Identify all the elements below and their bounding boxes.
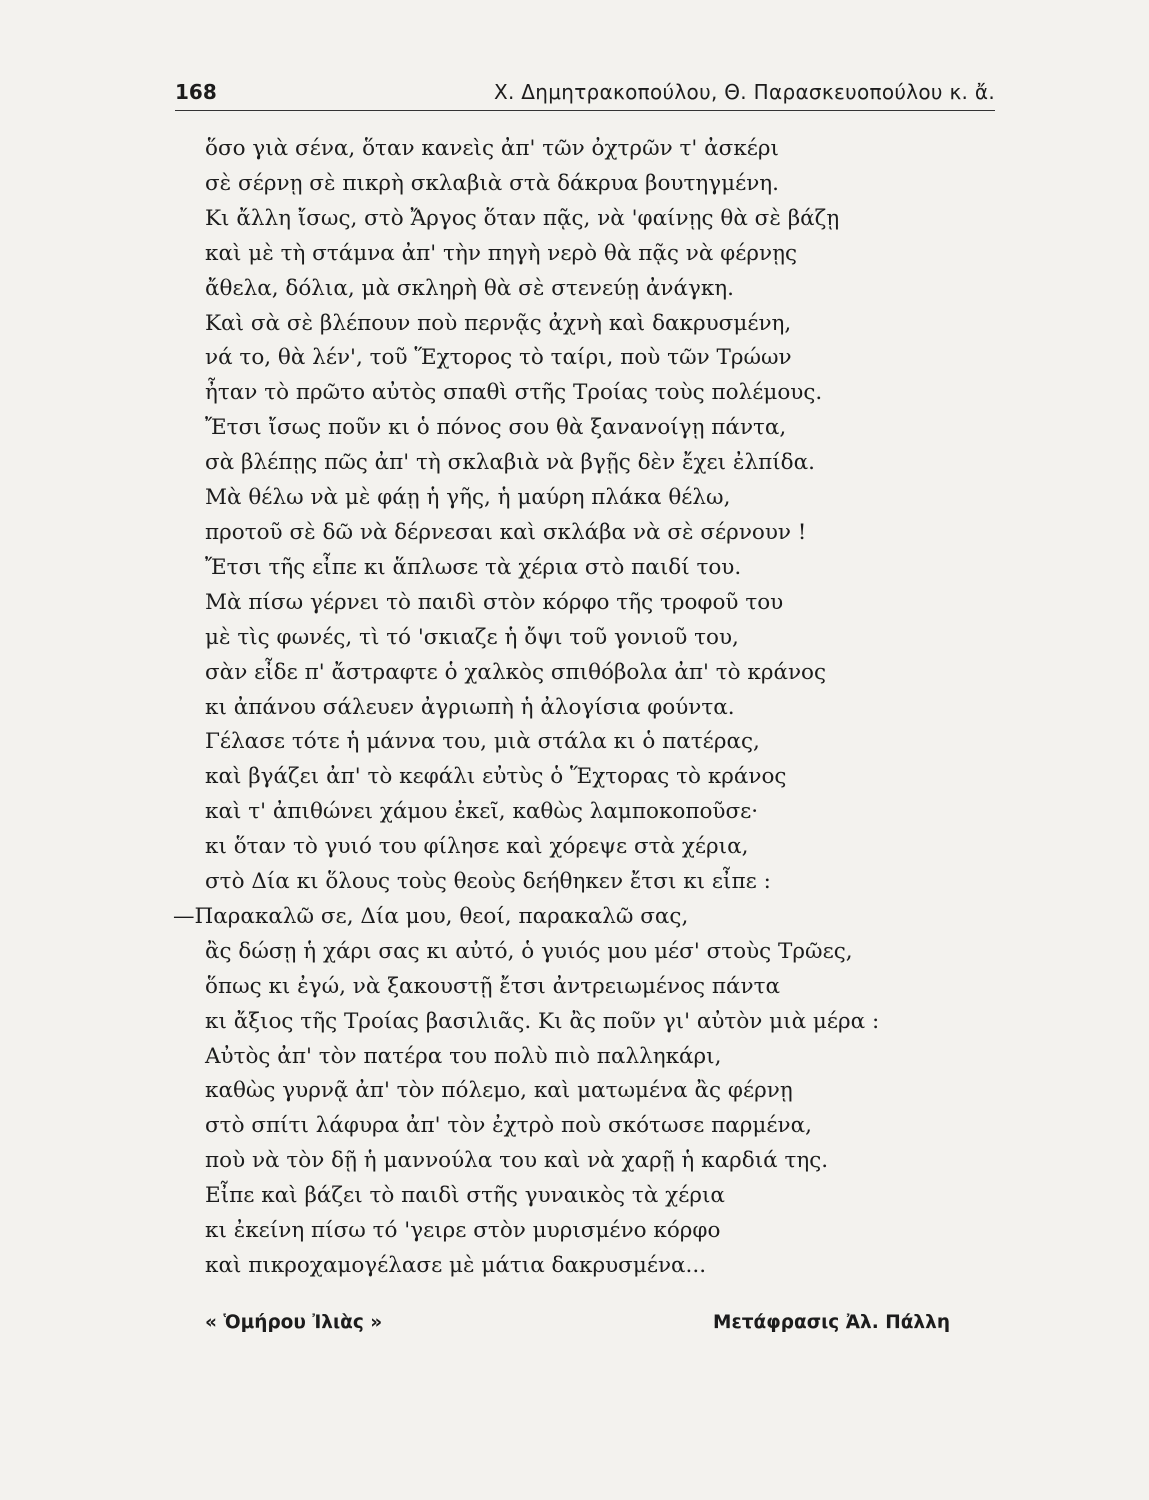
verse-line: Μὰ θέλω νὰ μὲ φάῃ ἡ γῆς, ἡ μαύρη πλάκα θέλω, (205, 485, 731, 511)
verse-line: σὲ σέρνῃ σὲ πικρὴ σκλαβιὰ στὰ δάκρυα βουτηγμένη. (205, 170, 780, 196)
verse-line: σὰ βλέπῃς πῶς ἀπ' τὴ σκλαβιὰ νὰ βγῇς δὲν ἔχει ἐλπίδα. (205, 450, 815, 476)
verse-line: καθὼς γυρνᾷ ἀπ' τὸν πόλεμο, καὶ ματωμένα ἂς φέρνῃ (205, 1078, 793, 1104)
verse-line: Γέλασε τότε ἡ μάννα του, μιὰ στάλα κι ὁ πατέρας, (205, 729, 760, 755)
verse-line: κι ὅταν τὸ γυιό του φίλησε καὶ χόρεψε στὰ χέρια, (205, 834, 749, 860)
verse-line: σὰν εἶδε π' ἄστραφτε ὁ χαλκὸς σπιθόβολα ἀπ' τὸ κράνος (205, 659, 827, 685)
verse-line: κι ἄξιος τῆς Τροίας βασιλιᾶς. Κι ἂς ποῦν γι' αὐτὸν μιὰ μέρα : (205, 1008, 880, 1034)
verse-line: Εἶπε καὶ βάζει τὸ παιδὶ στῆς γυναικὸς τὰ χέρια (205, 1183, 725, 1209)
verse-line: —Παρακαλῶ σε, Δία μου, θεοί, παρακαλῶ σας, (173, 903, 689, 929)
verse-line: ἄθελα, δόλια, μὰ σκληρὴ θὰ σὲ στενεύῃ ἀνάγκη. (205, 275, 735, 301)
verse-line: Αὐτὸς ἀπ' τὸν πατέρα του πολὺ πιὸ παλληκάρι, (205, 1043, 722, 1069)
verse-line: μὲ τὶς φωνές, τὶ τό 'σκιαζε ἡ ὄψι τοῦ γονιοῦ του, (205, 624, 739, 650)
page-footer (205, 1312, 950, 1333)
translator-credit: Μετάφρασις Ἀλ. Πάλλη (713, 1312, 950, 1333)
verse-line: προτοῦ σὲ δῶ νὰ δέρνεσαι καὶ σκλάβα νὰ σὲ σέρνουν ! (205, 519, 807, 545)
running-title: Χ. Δημητρακοπούλου, Θ. Παρασκευοπούλου κ. ἄ. (493, 80, 995, 104)
verse-line: ἂς δώσῃ ἡ χάρι σας κι αὐτό, ὁ γυιός μου μέσ' στοὺς Τρῶες, (205, 938, 853, 964)
verse-line: καὶ τ' ἀπιθώνει χάμου ἐκεῖ, καθὼς λαμποκοποῦσε· (205, 799, 759, 825)
verse-line: Ἔτσι ἴσως ποῦν κι ὁ πόνος σου θὰ ξανανοίγῃ πάντα, (205, 415, 787, 441)
verse-line: κι ἐκείνη πίσω τό 'γειρε στὸν μυρισμένο κόρφο (205, 1218, 721, 1244)
verse-line: καὶ πικροχαμογέλασε μὲ μάτια δακρυσμένα... (205, 1253, 707, 1278)
page-number: 168 (175, 80, 217, 104)
verse-line: Καὶ σὰ σὲ βλέπουν ποὺ περνᾷς ἀχνὴ καὶ δακρυσμένη, (205, 310, 792, 336)
verse-line: κι ἀπάνου σάλευεν ἀγριωπὴ ἡ ἀλογίσια φούντα. (205, 694, 735, 720)
verse-line: στὸ σπίτι λάφυρα ἀπ' τὸν ἐχτρὸ ποὺ σκότωσε παρμένα, (205, 1113, 812, 1139)
verse-line: Κι ἄλλη ἴσως, στὸ Ἄργος ὅταν πᾷς, νὰ 'φαίνῃς θὰ σὲ βάζῃ (205, 205, 840, 231)
verse-line: καὶ βγάζει ἀπ' τὸ κεφάλι εὐτὺς ὁ Ἕχτορας τὸ κράνος (205, 764, 787, 790)
page-header (175, 80, 995, 111)
verse-line: Ἔτσι τῆς εἶπε κι ἅπλωσε τὰ χέρια στὸ παιδί του. (205, 554, 742, 580)
verse-line: ὅσο γιὰ σένα, ὅταν κανεὶς ἀπ' τῶν ὀχτρῶν τ' ἀσκέρι (205, 136, 779, 161)
verse-line: ὅπως κι ἐγώ, νὰ ξακουστῇ ἔτσι ἀντρειωμένος πάντα (205, 973, 781, 999)
poem-text (173, 132, 985, 1284)
verse-line: ἦταν τὸ πρῶτο αὐτὸς σπαθὶ στῆς Τροίας τοὺς πολέμους. (205, 380, 823, 406)
verse-line: στὸ Δία κι ὅλους τοὺς θεοὺς δεήθηκεν ἔτσι κι εἶπε : (205, 869, 771, 895)
verse-line: ποὺ νὰ τὸν δῇ ἡ μαννούλα του καὶ νὰ χαρῇ ἡ καρδιά της. (205, 1148, 829, 1174)
source-attribution: « Ὁμήρου Ἰλιὰς » (205, 1312, 383, 1333)
verse-line: Μὰ πίσω γέρνει τὸ παιδὶ στὸν κόρφο τῆς τροφοῦ του (205, 589, 784, 615)
verse-line: νά το, θὰ λέν', τοῦ Ἕχτορος τὸ ταίρι, ποὺ τῶν Τρώων (205, 345, 792, 371)
verse-line: καὶ μὲ τὴ στάμνα ἀπ' τὴν πηγὴ νερὸ θὰ πᾷς νὰ φέρνῃς (205, 240, 798, 266)
